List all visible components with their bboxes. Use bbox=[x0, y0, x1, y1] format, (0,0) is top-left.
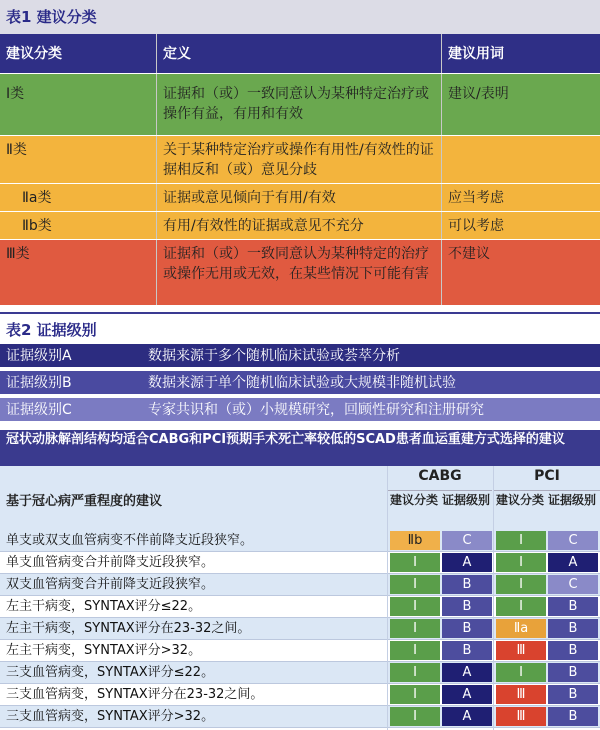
table2-level: 证据级别B bbox=[6, 375, 72, 391]
table3-pci-class: Ⅱa bbox=[496, 619, 546, 638]
table1-definition: 证据和（或）一致同意认为某种特定的治疗或操作无用或无效，在某些情况下可能有害 bbox=[157, 240, 442, 305]
table1-row-class2a bbox=[0, 184, 600, 212]
table3-body bbox=[0, 530, 600, 730]
table3-pci-class: Ⅰ bbox=[496, 663, 546, 682]
table3-cabg-class: Ⅱb bbox=[390, 531, 440, 550]
table1-class: Ⅱ类 bbox=[0, 136, 157, 183]
table1-wording: 不建议 bbox=[448, 246, 490, 262]
table3-pci-level: B bbox=[548, 641, 598, 660]
table2-description: 数据来源于单个随机临床试验或大规模非随机试验 bbox=[148, 375, 456, 391]
table3-divider bbox=[387, 466, 388, 730]
table3-row-label: 双支血管病变合并前降支近段狭窄。 bbox=[6, 577, 215, 592]
table3-cabg-level: B bbox=[442, 575, 492, 594]
table3-pci-level: B bbox=[548, 707, 598, 726]
table3-cabg-class: Ⅰ bbox=[390, 597, 440, 616]
table1-class: Ⅱb类 bbox=[0, 212, 157, 239]
table3-pci-class: Ⅰ bbox=[496, 553, 546, 572]
table2-title-bar bbox=[0, 312, 600, 344]
table3-sub-cabg-level: 证据级别 bbox=[441, 493, 490, 507]
table3-row bbox=[0, 552, 600, 574]
table3-row bbox=[0, 618, 600, 640]
table1-row-class1 bbox=[0, 74, 600, 136]
table1-row-class2b bbox=[0, 212, 600, 240]
table1-definition: 证据和（或）一致同意认为某种特定治疗或操作有益，有用和有效 bbox=[157, 74, 442, 135]
table3-header bbox=[0, 466, 600, 530]
table3-pci-level: A bbox=[548, 553, 598, 572]
table3-row-label: 左主干病变，SYNTAX评分≤22。 bbox=[6, 599, 202, 614]
table3-cabg-level: A bbox=[442, 685, 492, 704]
table3-cabg-level: C bbox=[442, 531, 492, 550]
table3-pci-class: Ⅲ bbox=[496, 641, 546, 660]
table3-cabg-level: B bbox=[442, 619, 492, 638]
table1-class: Ⅲ类 bbox=[0, 240, 157, 305]
table3-pci-level: B bbox=[548, 663, 598, 682]
table1-wording: 应当考虑 bbox=[448, 190, 504, 206]
table3-pci-level: B bbox=[548, 597, 598, 616]
table3-sub-cabg-class: 建议分类 bbox=[389, 493, 438, 507]
table3-title: 冠状动脉解剖结构均适合CABG和PCI预期手术死亡率较低的SCAD患者血运重建方式选择的建议 bbox=[0, 430, 600, 466]
table3-row-header: 基于冠心病严重程度的建议 bbox=[6, 494, 163, 509]
table3-row-label: 单支血管病变合并前降支近段狭窄。 bbox=[6, 555, 215, 570]
table3-cabg-class: Ⅰ bbox=[390, 619, 440, 638]
table3-cabg-class: Ⅰ bbox=[390, 685, 440, 704]
table3-pci-class: Ⅰ bbox=[496, 575, 546, 594]
table1-wording: 建议/表明 bbox=[448, 86, 509, 102]
table2-description: 数据来源于多个随机临床试验或荟萃分析 bbox=[148, 348, 400, 364]
table2-row-b bbox=[0, 371, 600, 395]
table1 bbox=[0, 34, 600, 306]
table1-header-definition: 定义 bbox=[157, 34, 442, 73]
table3-cabg-class: Ⅰ bbox=[390, 663, 440, 682]
table3-cabg-level: A bbox=[442, 707, 492, 726]
table3-row-label: 左主干病变，SYNTAX评分>32。 bbox=[6, 643, 202, 658]
table3-cabg-class: Ⅰ bbox=[390, 641, 440, 660]
table3-pci-class: Ⅰ bbox=[496, 597, 546, 616]
table1-definition: 有用/有效性的证据或意见不充分 bbox=[157, 212, 442, 239]
table2 bbox=[0, 344, 600, 424]
table1-wording: 可以考虑 bbox=[448, 218, 504, 234]
table3-cabg-class: Ⅰ bbox=[390, 575, 440, 594]
table1-definition: 关于某种特定治疗或操作有用性/有效性的证据相反和（或）意见分歧 bbox=[157, 136, 442, 183]
table3-cabg-level: A bbox=[442, 553, 492, 572]
table1-title: 表1 建议分类 bbox=[6, 8, 97, 26]
table3-row bbox=[0, 706, 600, 728]
table2-row-a bbox=[0, 344, 600, 368]
table3-row-label: 左主干病变，SYNTAX评分在23-32之间。 bbox=[6, 621, 251, 636]
table3-row bbox=[0, 596, 600, 618]
table3-row-label: 单支或双支血管病变不伴前降支近段狭窄。 bbox=[6, 533, 254, 548]
table1-header-class: 建议分类 bbox=[0, 34, 157, 73]
table3-cabg-level: B bbox=[442, 597, 492, 616]
table3-pci-level: B bbox=[548, 685, 598, 704]
table3-pci-level: C bbox=[548, 531, 598, 550]
table3-cabg-level: B bbox=[442, 641, 492, 660]
table3-row bbox=[0, 530, 600, 552]
table3-group-pci: PCI bbox=[494, 468, 600, 491]
table3-row-label: 三支血管病变，SYNTAX评分≤22。 bbox=[6, 665, 215, 680]
table1-row-class2 bbox=[0, 136, 600, 184]
table1-title-bar bbox=[0, 0, 600, 34]
table2-level: 证据级别A bbox=[6, 348, 72, 364]
table1-header-wording: 建议用词 bbox=[448, 46, 504, 62]
table2-description: 专家共识和（或）小规模研究，回顾性研究和注册研究 bbox=[148, 402, 484, 418]
table3-divider bbox=[493, 466, 494, 730]
table3-sub-pci-class: 建议分类 bbox=[495, 493, 544, 507]
table3-pci-class: Ⅲ bbox=[496, 685, 546, 704]
table3-sub-pci-level: 证据级别 bbox=[547, 493, 596, 507]
table3-pci-class: Ⅰ bbox=[496, 531, 546, 550]
table2-level: 证据级别C bbox=[6, 402, 72, 418]
table3-pci-level: B bbox=[548, 619, 598, 638]
table3-row-label: 三支血管病变，SYNTAX评分在23-32之间。 bbox=[6, 687, 264, 702]
table3-row bbox=[0, 640, 600, 662]
table1-wording bbox=[442, 136, 600, 183]
table3-cabg-class: Ⅰ bbox=[390, 707, 440, 726]
table1-header-row bbox=[0, 34, 600, 74]
table3-pci-class: Ⅲ bbox=[496, 707, 546, 726]
table1-class: Ⅱa类 bbox=[0, 184, 157, 211]
table3-row bbox=[0, 684, 600, 706]
table1-class: Ⅰ类 bbox=[0, 74, 157, 135]
table3-row bbox=[0, 574, 600, 596]
table3-row bbox=[0, 662, 600, 684]
table1-row-class3 bbox=[0, 240, 600, 306]
table2-title: 表2 证据级别 bbox=[6, 321, 97, 339]
table1-definition: 证据或意见倾向于有用/有效 bbox=[157, 184, 442, 211]
table3-group-cabg: CABG bbox=[388, 468, 492, 491]
table2-row-c bbox=[0, 398, 600, 422]
table3-cabg-level: A bbox=[442, 663, 492, 682]
table3-cabg-class: Ⅰ bbox=[390, 553, 440, 572]
table3-row-label: 三支血管病变，SYNTAX评分>32。 bbox=[6, 709, 215, 724]
table3-pci-level: C bbox=[548, 575, 598, 594]
